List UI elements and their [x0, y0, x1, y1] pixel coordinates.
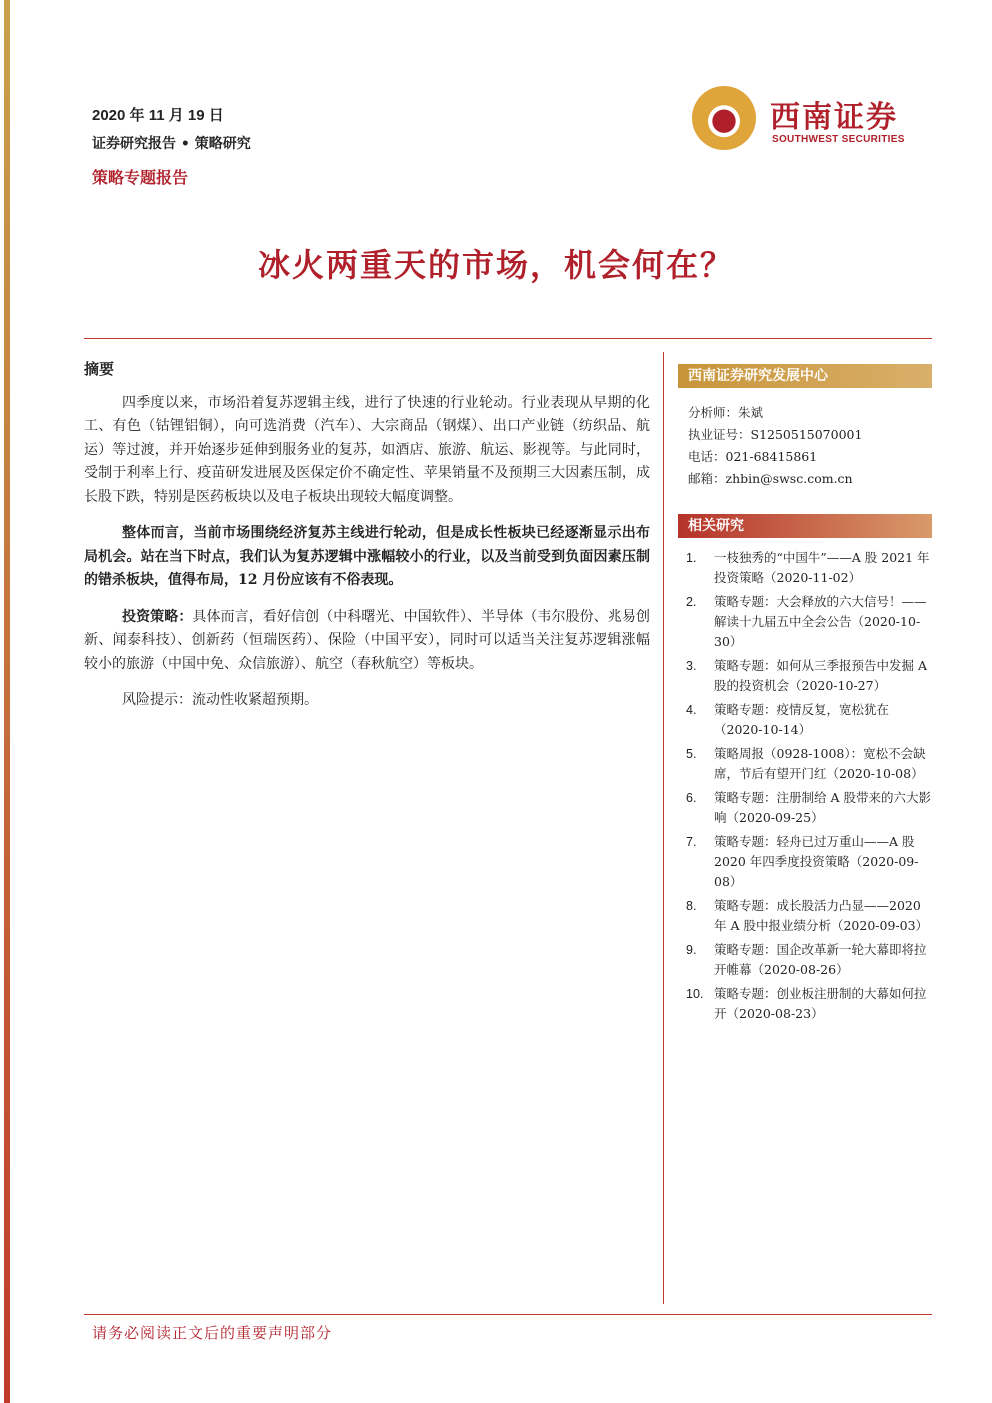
list-item[interactable]: 10. 策略专题：创业板注册制的大幕如何拉开（2020-08-23）	[686, 986, 927, 1021]
list-item[interactable]: 2. 策略专题：大会释放的六大信号！——解读十九届五中全会公告（2020-10-30）	[686, 594, 927, 649]
sidebar	[678, 364, 932, 1028]
summary-paragraph-2: 整体而言，当前市场围绕经济复苏主线进行轮动，但是成长性板块已经逐渐显示出布局机会。站在当下时点，我们认为复苏逻辑中涨幅较小的行业，以及当前受到负面因素压制的错杀板块，值得布局，12 月份应该有不俗表现。	[84, 525, 650, 588]
analyst-info	[678, 388, 932, 490]
analyst-license: 执业证号：S1250515070001	[688, 427, 863, 442]
logo-en-text: SOUTHWEST SECURITIES	[772, 134, 905, 145]
summary-paragraph-3	[84, 606, 650, 677]
research-center-bar: 西南证券研究发展中心	[678, 364, 932, 388]
logo-mark-icon	[692, 86, 756, 150]
list-item[interactable]: 5. 策略周报（0928-1008）：宽松不会缺席，节后有望开门红（2020-10-08）	[686, 746, 926, 781]
column-divider	[663, 352, 664, 1304]
list-item[interactable]: 4. 策略专题：疫情反复，宽松犹在（2020-10-14）	[686, 702, 890, 737]
analyst-name: 分析师：朱斌	[688, 405, 764, 420]
list-item[interactable]: 1. 一枝独秀的“中国牛”——A 股 2021 年投资策略（2020-11-02）	[686, 550, 930, 585]
list-item[interactable]: 6. 策略专题：注册制给 A 股带来的六大影响（2020-09-25）	[686, 790, 931, 825]
left-edge-bar	[0, 0, 14, 1403]
summary-section	[84, 358, 650, 726]
footer-divider	[84, 1314, 932, 1315]
list-item[interactable]: 7. 策略专题：轻舟已过万重山——A 股 2020 年四季度投资策略（2020-09-08）	[686, 834, 919, 889]
strategy-lead: 投资策略：	[122, 608, 193, 625]
list-item[interactable]: 3. 策略专题：如何从三季报预告中发掘 A 股的投资机会（2020-10-27）	[686, 658, 928, 693]
company-logo	[692, 86, 932, 152]
summary-paragraph-1: 四季度以来，市场沿着复苏逻辑主线，进行了快速的行业轮动。行业表现从早期的化工、有色（钴锂铝铜），向可选消费（汽车）、大宗商品（钢煤）、出口产业链（纺织品、航运）等过渡，并开始逐步延伸到服务业的复苏，如酒店、旅游、航运、影视等。与此同时，受制于利率上行、疫苗研发进展及医保定价不确定性、苹果销量不及预期三大因素压制，成长股下跌，特别是医药板块以及电子板块出现较大幅度调整。	[84, 394, 650, 505]
analyst-phone: 电话：021-68415861	[688, 449, 818, 464]
footer-disclaimer: 请务必阅读正文后的重要声明部分	[92, 1324, 333, 1342]
report-type: 证券研究报告 • 策略研究	[92, 136, 251, 152]
related-research-list	[678, 548, 932, 1024]
title-divider	[84, 338, 932, 339]
list-item[interactable]: 8. 策略专题：成长股活力凸显——2020 年 A 股中报业绩分析（2020-09-03）	[686, 898, 929, 933]
strategy-text: 具体而言，看好信创（中科曙光、中国软件）、半导体（韦尔股份、兆易创新、闻泰科技）、创新药（恒瑞医药）、保险（中国平安），同时可以适当关注复苏逻辑涨幅较小的旅游（中国中免、众信旅游）、航空（春秋航空）等板块。	[84, 608, 650, 672]
analyst-email: 邮箱：zhbin@swsc.com.cn	[688, 471, 853, 486]
risk-note: 风险提示：流动性收紧超预期。	[122, 692, 318, 708]
summary-heading: 摘要	[84, 360, 115, 378]
report-date: 2020 年 11 月 19 日	[92, 107, 224, 124]
report-category: 策略专题报告	[92, 168, 189, 187]
report-title: 冰火两重天的市场，机会何在？	[257, 246, 734, 284]
report-header	[92, 104, 251, 188]
logo-cn-text: 西南证券	[770, 100, 898, 135]
related-research-bar: 相关研究	[678, 514, 932, 538]
list-item[interactable]: 9. 策略专题：国企改革新一轮大幕即将拉开帷幕（2020-08-26）	[686, 942, 927, 977]
